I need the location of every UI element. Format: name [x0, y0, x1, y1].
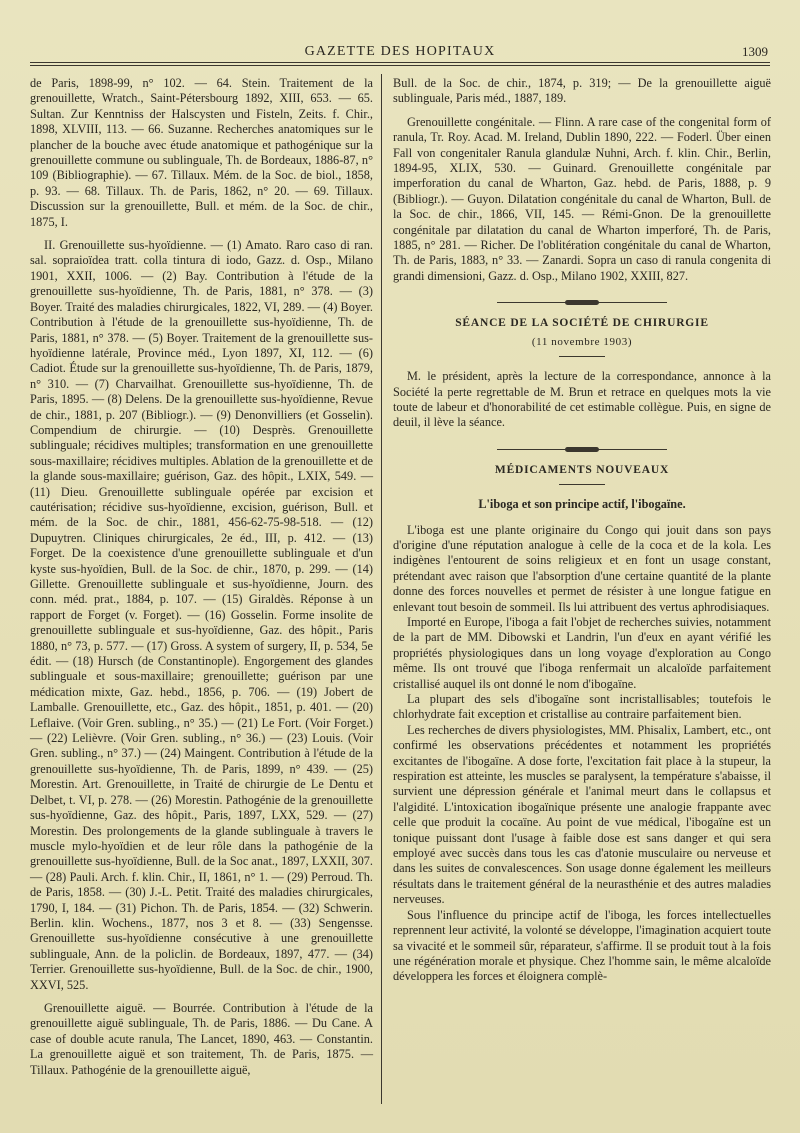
article-title: L'iboga et son principe actif, l'ibogaïne. [478, 497, 686, 512]
seance-paragraph: M. le président, après la lecture de la correspondance, annonce à la Société la perte regrettable de M. Brun et retrace en quelques mots la vie toute de labeur et d'honorabilité de cet estimable collègue. Puis, en signe de deuil, il lève la séance. [393, 369, 771, 430]
header-rule [30, 62, 770, 63]
right-column [393, 76, 771, 985]
bibliography-paragraph: Bull. de la Soc. de chir., 1874, p. 319; — De la grenouillette aiguë sublinguale, Paris méd., 1887, 189. [393, 76, 771, 106]
left-column [30, 76, 373, 1078]
article-paragraph: La plupart des sels d'ibogaïne sont incristallisables; toutefois le chlorhydrate fait exception et cristallise au contraire parfaitement bien. [393, 692, 771, 722]
short-divider [559, 484, 605, 485]
bibliography-paragraph: de Paris, 1898-99, n° 102. — 64. Stein. Traitement de la grenouillette, Wratch., Saint-Pétersbourg 1892, XIII, 653. — 65. Sultan. Zur Kenntniss der Halscysten und Fisteln, Zeits. f. Chir., 1898, XLVIII, 113. — 66. Suzanne. Recherches anatomiques sur le plancher de la bouche avec étude anatomique et pathogénique sur la grenouillette commune ou sublinguale, Th. de Bordeaux, 1886-87, n° 109 (Bibliographie). — 67. Tillaux. Mém. de la Soc. de biol., 1858, p. 93. — 68. Tillaux. Th. de Paris, 1862, n° 20. — 69. Tillaux. Discussion sur la grenouillette, Bull. et mém. de la Soc. de chir., 1875, I. [30, 76, 373, 229]
article-paragraph: Importé en Europe, l'iboga a fait l'objet de recherches suivies, notamment de la part de MM. Dibowski et Landrin, l'un d'eux en ayant vérifié les propriétés physiologiques dans un long voyage d'exploration au Congo même. Ils ont trouvé que l'iboga renfermait un alcaloïde parfaitement cristallisé auquel ils ont donné le nom d'ibogaïne. [393, 614, 771, 691]
bibliography-paragraph: Grenouillette aiguë. — Bourrée. Contribution à l'étude de la grenouillette aiguë sublinguale, Th. de Paris, 1886. — Du Cane. A case of double acute ranula, The Lancet, 1890, 463. — Constantin. La grenouillette aiguë et son traitement, Th. de Paris, 1875. — Tillaux. Pathogénie de la grenouillette aiguë, [30, 1000, 373, 1077]
bibliography-paragraph: II. Grenouillette sus-hyoïdienne. — (1) Amato. Raro caso di ran. sal. sopraioïdea tratt. colla tintura di iodo, Gazz. d. Osp., Milano 1901, XXII, 1006. — (2) Bay. Contribution à l'étude de la grenouillette sus-hyoïdienne, Th. de Paris, 1881, n° 378. — (3) Boyer. Traité des maladies chirurgicales, 1822, VI, 289. — (4) Boyer. Contribution à l'étude de la grenouillette sus-hyoïdienne, Th. de Paris, 1881, n° 378. — (5) Boyer. Traitement de la grenouillette sus-hyoïdienne latérale, Province méd., Lyon 1897, XI, 112. — (6) Cadiot. Étude sur la grenouillette sus-hyoïdienne, Th. de Paris, 1879, n° 310. — (7) Charvailhat. Grenouillette sus-hyoïdienne, Th. de Paris, 1895. — (8) Delens. De la grenouillette sus-hyoïdienne, Revue de chir., 1881, p. 207 (Bibliogr.). — (9) Denonvilliers (et Gosselin). Compendium de chirurgie. — (10) Desprès. Grenouillette sublinguale; récidives multiples; transformation en une grenouillette sous-maxillaire; récidives multiples. Ablation de la grenouillette et de la glande sous-maxillaire; guérison, Gaz. des hôpit., LXIX, 549. — (11) Dieu. Grenouillette sublinguale opérée par excision et cautérisation; récidive sus-hyoïdienne, excision, guérison, Bull. et mém. de la Soc. de chir., 1881, 456-62-75-98-518. — (12) Dupuytren. Cliniques chirurgicales, 2e éd., III, p. 412. — (13) Forget. De la coexistence d'une grenouillette sublinguale et d'un kyste sus-hyoïdien, Bull. de la Soc. de chir., 1870, p. 299. — (14) Gillette. Grenouillette sublinguale et sus-hyoïdienne, Journ. des conn. méd. prat., 1884, p. 107. — (15) Giraldès. Réponse à un rapport de Forget (v. Forget). — (16) Gosselin. Forme insolite de grenouillette sublinguale et sus-hyoïdienne, Gaz. des hôpit., Paris 1880, n° 73, p. 577. — (17) Gross. A system of surgery, II, p. 534, 5e édit. — (18) Hursch (de Constantinople). Engorgement des glandes sublinguale et sous-maxillaire; grenouillette; guérison par une médication mixte, Gaz. hebd., 1856, p. 706. — (19) Jobert de Lamballe. Grenouillette, etc., Gaz. des hôpit., 1851, p. 401. — (20) Leflaive. (Voir Gren. subling., n° 35.) — (21) Le Fort. (Voir Forget.) — (22) Lelièvre. (Voir Gren. subling., n° 36.) — (23) Louis. (Voir Gren. subling., n° 37.) — (24) Maingent. Contribution à l'étude de la grenouillette sus-hyoïdienne, Th. de Paris, 1899, n° 439. — (25) Morestin. Art. Grenouillette, in Traité de chirurgie de Le Dentu et Delbet, t. VI, p. 278. — (26) Morestin. Pathogénie de la grenouillette sus-hyoïdienne, Gaz. des hôpit., Paris, 1897, LXX, 529. — (27) Morestin. Des prolongements de la glande sublinguale à travers le muscle mylo-hyoïdien et de leur rôle dans la pathogénie de la grenouillette sus-hyoïdienne, Bull. de la Soc anat., 1897, LXXII, 307. — (28) Pauli. Arch. f. klin. Chir., II, 1861, n° 1. — (29) Perroud. Th. de Paris, 1858. — (30) J.-L. Petit. Traité des maladies chirurgicales, 1790, I, 184. — (31) Pichon. Th. de Paris, 1854. — (32) Schwerin. Berlin. klin. Wochens., 1877, nos 3 et 8. — (33) Sengensse. Grenouillette sus-hyoïdienne consécutive à une grenouillette sublinguale, Ann. de la policlin. de Bordeaux, 1897, 477. — (34) Terrier. Grenouillette sus-hyoïdienne, Bull. de la Soc. de chir., 1900, XXVI, 525. [30, 238, 373, 992]
section-date: (11 novembre 1903) [531, 335, 633, 348]
header-rule-double [30, 65, 770, 66]
section-heading: MÉDICAMENTS NOUVEAUX [494, 463, 670, 476]
bibliography-paragraph: Grenouillette congénitale. — Flinn. A rare case of the congenital form of ranula, Tr. Roy. Acad. M. Ireland, Dublin 1890, 222. — Foderl. Über einen Fall von congenitaler Ranula glandulæ Nuhni, Arch. f. klin. Chir., Berlin, 1894-95, XLIX, 530. — Guinard. Grenouillette congénitale par imperforation du canal de Wharton, Gaz. hebd. de Paris, 1888, p. 9 (Bibliogr.). — Guyon. Dilatation congénitale du canal de Wharton, Bull. de la Soc. de chir., 1866, VII, 145. — Rémi-Gnon. De la grenouillette congénitale par dilatation du canal de Wharton imperforé, Th. de Paris, 1885, n° 281. — Richer. De l'oblitération congénitale du canal de Wharton, Th. de Paris, 1883, n° 33. — Zanardi. Sopra un caso di ranula congenita di grandi dimensioni, Gazz. d. Osp., Milano 1902, XXIII, 827. [393, 114, 771, 283]
page-number: 1309 [742, 44, 768, 59]
page-header [30, 40, 770, 62]
article-paragraph: Les recherches de divers physiologistes, MM. Phisalix, Lambert, etc., ont confirmé les observations précédentes et notamment les propriétés excitantes de l'ibogaïne. A dose forte, l'excitation fait place à la stupeur, la respiration est atteinte, les muscles se paralysent, la température s'abaisse, il survient une dépression générale et l'animal meurt dans le collapsus et l'algidité. L'intoxication ibogaïnique présente une analogie frappante avec celle que produit la cocaïne. Au point de vue médical, l'ibogaïne est un tonique puissant dont l'usage à faible dose est sans danger et qui sera employé avec succès dans tous les cas d'atonie musculaire ou nerveuse et dans les suites de convalescences. Son usage donne également les meilleurs résultats dans le traitement général de la neurasthénie et des autres maladies nerveuses. [393, 722, 771, 907]
journal-title: GAZETTE DES HOPITAUX [304, 44, 496, 59]
section-ornament [497, 447, 667, 453]
article-paragraph: L'iboga est une plante originaire du Congo qui jouit dans son pays d'origine d'une réputation analogue à celle de la coca et de la kola. Les indigènes l'entourent de soins religieux et en font un usage constant, prétendant avec raison que l'absorption d'une certaine quantité de la plante donne des forces nouvelles et permet de résister à une longue fatigue en enlevant tout besoin de sommeil. Ils lui attribuent des vertus aphrodisiaques. [393, 522, 771, 614]
section-ornament [497, 300, 667, 306]
short-divider [559, 356, 605, 357]
section-heading: SÉANCE DE LA SOCIÉTÉ DE CHIRURGIE [455, 317, 709, 330]
column-separator [381, 74, 382, 1104]
article-paragraph: Sous l'influence du principe actif de l'iboga, les forces intellectuelles reprennent leur activité, la volonté se développe, l'imagination acquiert toute sa vivacité et le sommeil sûr, réparateur, s'affirme. Il se produit tout à la fois une régénération morale et physique. Chez l'homme sain, le même alcaloïde développera les forces et éloignera complè- [393, 907, 771, 984]
